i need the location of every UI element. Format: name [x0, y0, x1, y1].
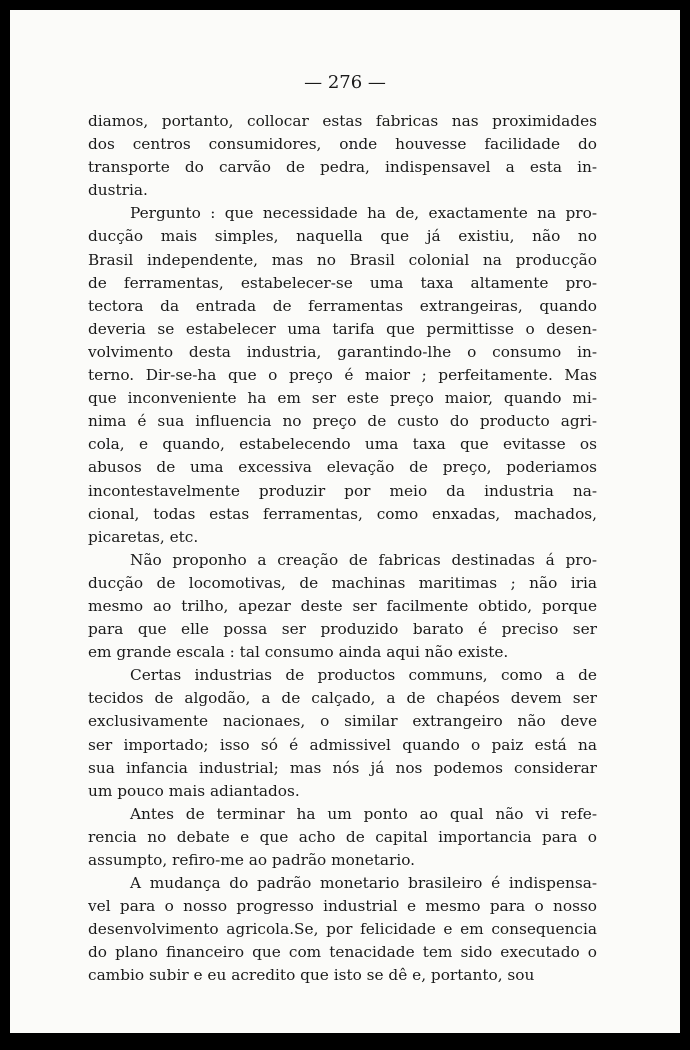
text-line: tecidos de algodão, a de calçado, a de chapéos devem ser: [88, 689, 597, 708]
text-line: que inconveniente ha em ser este preço maior, quando mi-: [88, 389, 597, 408]
paragraph: [88, 664, 597, 803]
text-line: tectora da entrada de ferramentas extrangeiras, quando: [88, 296, 597, 315]
text-line: um pouco mais adiantados.: [88, 781, 300, 800]
text-line: Pergunto : que necessidade ha de, exactamente na pro-: [130, 204, 597, 223]
text-line: Não proponho a creação de fabricas destinadas á pro-: [130, 550, 597, 569]
text-line: cambio subir e eu acredito que isto se dê e, portanto, sou: [88, 966, 535, 985]
text-line: ducção mais simples, naquella que já existiu, não no: [88, 227, 597, 246]
paragraph: [88, 872, 597, 987]
paragraph: [88, 110, 597, 202]
text-line: rencia no debate e que acho de capital importancia para o: [88, 827, 597, 846]
text-line: Certas industrias de productos communs, como a de: [130, 666, 597, 685]
text-line: terno. Dir-se-ha que o preço é maior ; perfeitamente. Mas: [88, 366, 597, 385]
paragraph: [88, 202, 597, 548]
text-line: Antes de terminar ha um ponto ao qual não vi refe-: [130, 804, 597, 823]
text-line: transporte do carvão de pedra, indispensavel a esta in-: [88, 158, 597, 177]
text-line: do plano financeiro que com tenacidade tem sido executado o: [88, 943, 597, 962]
text-line: de ferramentas, estabelecer-se uma taxa altamente pro-: [88, 273, 597, 292]
text-line: deveria se estabelecer uma tarifa que permittisse o desen-: [88, 319, 597, 338]
text-line: desenvolvimento agricola.Se, por felicidade e em consequencia: [88, 920, 597, 939]
text-line: mesmo ao trilho, apezar deste ser facilmente obtido, porque: [88, 596, 597, 615]
text-line: ser importado; isso só é admissivel quando o paiz está na: [88, 735, 597, 754]
text-line: dustria.: [88, 181, 148, 200]
text-line: incontestavelmente produzir por meio da industria na-: [88, 481, 597, 500]
text-line: nima é sua influencia no preço de custo do producto agri-: [88, 412, 597, 431]
text-line: Brasil independente, mas no Brasil colonial na producção: [88, 250, 597, 269]
text-line: A mudança do padrão monetario brasileiro é indispensa-: [130, 874, 597, 893]
text-line: em grande escala : tal consumo ainda aqui não existe.: [88, 643, 509, 662]
text-line: abusos de uma excessiva elevação de preço, poderiamos: [88, 458, 597, 477]
text-line: picaretas, etc.: [88, 527, 199, 546]
text-line: cola, e quando, estabelecendo uma taxa que evitasse os: [88, 435, 597, 454]
book-page: [10, 10, 680, 1033]
text-line: dos centros consumidores, onde houvesse facilidade do: [88, 135, 597, 154]
text-line: ducção de locomotivas, de machinas maritimas ; não iria: [88, 573, 597, 592]
text-line: sua infancia industrial; mas nós já nos podemos considerar: [88, 758, 597, 777]
text-line: volvimento desta industria, garantindo-lhe o consumo in-: [88, 342, 597, 361]
text-line: vel para o nosso progresso industrial e mesmo para o nosso: [88, 897, 597, 916]
paragraph: [88, 803, 597, 872]
text-line: assumpto, refiro-me ao padrão monetario.: [88, 851, 416, 869]
paragraph: [88, 549, 597, 664]
text-line: exclusivamente nacionaes, o similar extrangeiro não deve: [88, 712, 597, 731]
page-number: — 276 —: [304, 72, 386, 93]
text-line: cional, todas estas ferramentas, como enxadas, machados,: [88, 504, 597, 523]
text-line: diamos, portanto, collocar estas fabricas nas proximidades: [88, 112, 597, 130]
text-line: para que elle possa ser produzido barato é preciso ser: [88, 620, 597, 639]
body-text: [88, 110, 597, 988]
